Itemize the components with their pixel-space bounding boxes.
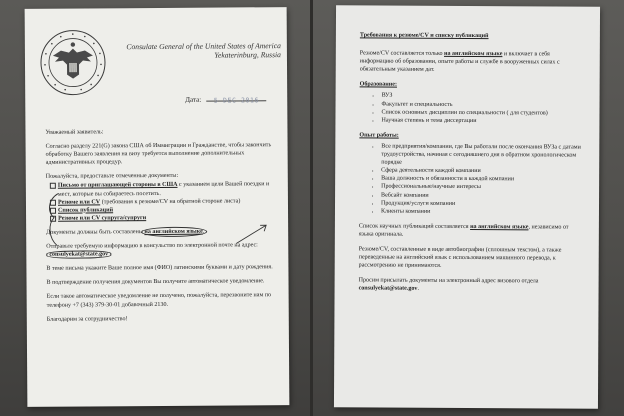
date-stamp: 5 DEC 2016: [213, 96, 260, 105]
list-item: • Клиенты компании: [381, 207, 581, 216]
consulate-city: Yekaterinburg, Russia: [214, 50, 281, 61]
consulate-letter: [25, 7, 290, 407]
visa-section-email: consulyekat@state.gov: [358, 285, 418, 293]
list-item: • Ваша должность и обязанности в каждой компании: [381, 175, 581, 184]
list-item: • Научная степень и тема диссертации: [381, 116, 581, 125]
intro-paragraph: Согласно разделу 221(G) закона США об Иммиграции и Гражданстве, чтобы закончить обработку Вашего заявления на визу требуется выполнение дополнительных административных процедур.: [45, 142, 272, 167]
no-notice-note: Если такое автоматическое уведомление не получено, пожалуйста, перезвоните нам по телефону +7 (343) 379-30-01 добавочный 2130.: [46, 292, 272, 309]
list-item: • Факультет и специальность: [382, 100, 582, 109]
list-item: • Вебсайт компании: [381, 191, 581, 200]
list-item: • Все предприятия/компании, где Вы работали после окончания ВУЗа с датами трудоустройства, начиная с сегодняшнего дня в обратном хронологическом порядке: [381, 142, 581, 167]
thanks-line: Благодарим за сотрудничество!: [46, 315, 128, 323]
publications-note: Список научных публикаций составляется на английском языке, независимо от языка оригинала.: [358, 223, 569, 238]
date-field: [185, 95, 266, 104]
requirements-title: Требования к резюме/CV и списку публикаций: [359, 32, 489, 40]
checklist-item: Резюме или CV супруга/супруги: [50, 213, 276, 223]
list-item: • Профессиональные/научные интересы: [381, 183, 581, 192]
send-instructions: Отправьте требуемую информацию в консульство по электронной почте на адрес: consulyekat@state.gov: [46, 242, 258, 258]
list-item: • ВУЗ: [382, 92, 582, 101]
date-line: [206, 96, 266, 105]
experience-heading: Опыт работы:: [359, 132, 399, 139]
confirmation-note: В подтверждение получения документов Вы получите автоматическое уведомление.: [46, 278, 265, 287]
english-requirement: Документы должны быть составлены на английском языке.: [46, 228, 205, 236]
list-item: • Продукция/услуги компании: [381, 199, 581, 208]
checklist-item: Письмо от приглашающей стороны в США с указанием цели Вашей поездки и мест, которые вы собираетесь посетить.: [50, 181, 276, 199]
checklist-item: Список публикаций: [50, 205, 276, 215]
handwritten-bracket-mark: [44, 192, 70, 250]
requirements-intro: Резюме/CV составляется только на английском языке и включает в себя информацию об образовании, опыте работы и службе в вооруженных силах с обязательным указанием дат.: [359, 50, 560, 74]
checkbox: [50, 183, 56, 189]
consulate-email: consulyekat@state.gov: [46, 250, 111, 258]
autobiography-note: Резюме/CV, составленные в виде автобиографии (сплошным текстом), а также переведенные на английский язык с использованием машинного перевода, к рассмотрению не принимаются.: [358, 246, 562, 270]
handwritten-arrow-mark: [234, 221, 270, 247]
date-label: Дата:: [185, 95, 202, 104]
list-item: • Сфера деятельности каждой компании: [381, 167, 581, 176]
list-item: • Список основных дисциплин по специальности ( для студентов): [381, 108, 581, 117]
photo-divider: [310, 0, 313, 416]
request-line: Пожалуйста, предоставьте отмеченные документы:: [45, 173, 179, 181]
greeting: Уважаемый заявитель:: [45, 129, 104, 136]
checklist-item: Резюме или CV (требования к резюме/CV на обратной стороне листа): [50, 197, 276, 207]
education-heading: Образование:: [359, 81, 397, 89]
consulate-header: [121, 41, 281, 61]
send-documents-note: Просим присылать документы на электронный адрес визового отдела consulyekat@state.gov.: [358, 277, 539, 293]
department-of-state-seal-icon: [39, 28, 107, 96]
requirements-body: [359, 31, 582, 301]
subject-instructions: В теме письма укажите Ваше полное имя (ФИО) латинскими буквами и дату рождения.: [46, 264, 273, 272]
english-requirement-highlight: на английском языке: [144, 228, 203, 236]
cv-requirements-letter: [334, 5, 600, 408]
document-checklist: [50, 181, 276, 223]
consulate-name: Consulate General of the United States of America: [126, 41, 281, 52]
experience-list: [359, 142, 581, 216]
education-list: [359, 92, 581, 126]
